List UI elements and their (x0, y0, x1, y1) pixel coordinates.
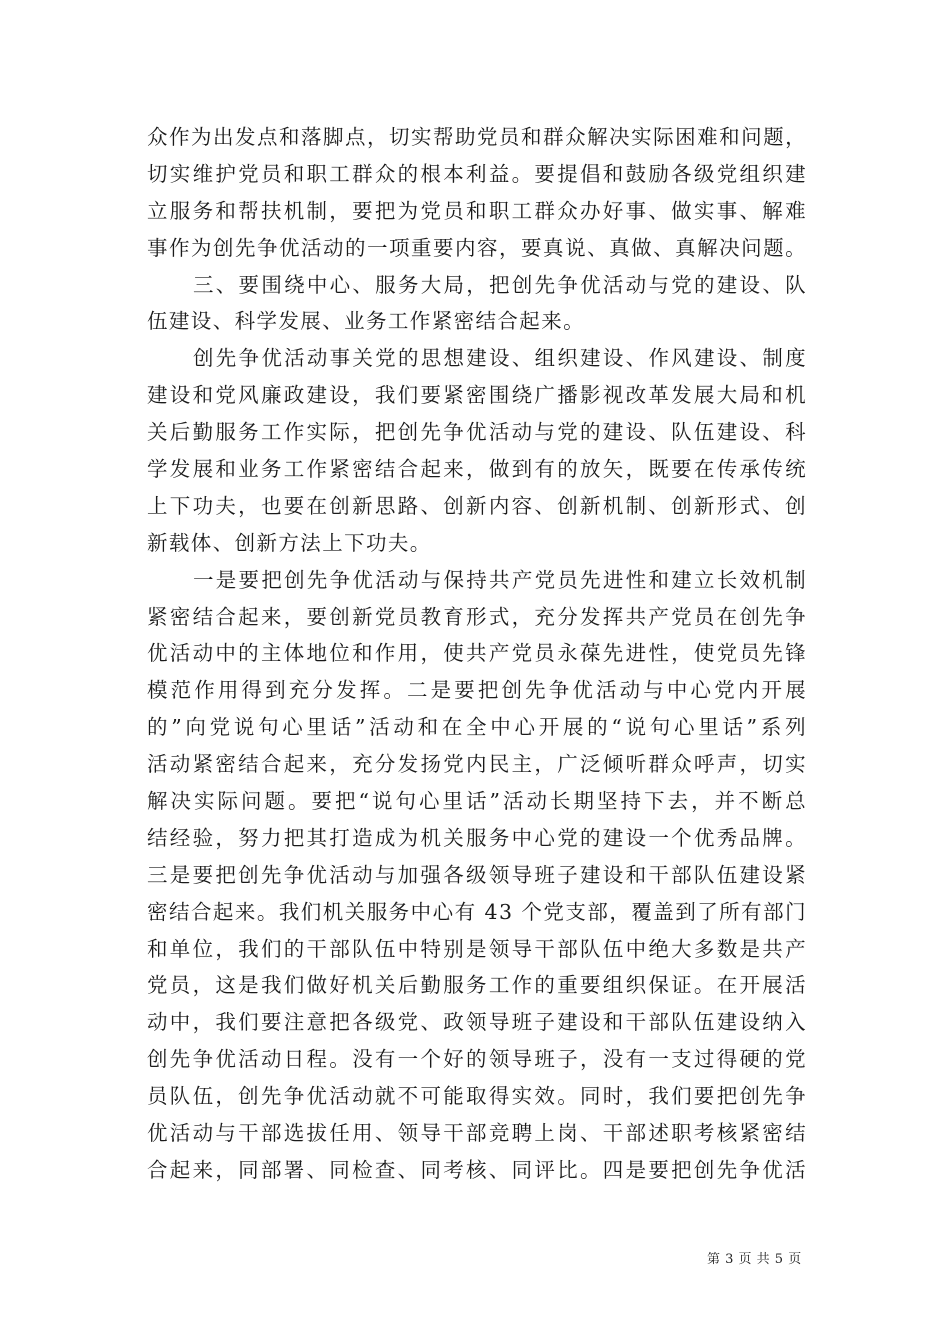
body-line: 上下功夫，也要在创新思路、创新内容、创新机制、创新形式、创 (147, 493, 807, 518)
body-line: 党员，这是我们做好机关后勤服务工作的重要组织保证。在开展活 (147, 973, 807, 998)
body-line: 的”向党说句心里话”活动和在全中心开展的“说句心里话”系列 (147, 715, 807, 740)
body-line: 建设和党风廉政建设，我们要紧密围绕广播影视改革发展大局和机 (147, 383, 807, 408)
body-line: 员队伍，创先争优活动就不可能取得实效。同时，我们要把创先争 (147, 1084, 807, 1109)
body-line: 切实维护党员和职工群众的根本利益。要提倡和鼓励各级党组织建 (147, 161, 807, 186)
body-line: 学发展和业务工作紧密结合起来，做到有的放矢，既要在传承传统 (147, 457, 807, 482)
body-line: 解决实际问题。要把“说句心里话”活动长期坚持下去，并不断总 (147, 789, 807, 814)
body-line: 合起来，同部署、同检查、同考核、同评比。四是要把创先争优活 (147, 1157, 807, 1182)
page-number-footer: 第 3 页 共 5 页 (707, 1252, 802, 1267)
body-line: 创先争优活动事关党的思想建设、组织建设、作风建设、制度 (193, 346, 807, 371)
body-line: 优活动与干部选拔任用、领导干部竞聘上岗、干部述职考核紧密结 (147, 1121, 807, 1146)
body-line: 众作为出发点和落脚点，切实帮助党员和群众解决实际困难和问题， (147, 125, 807, 149)
body-line: 事作为创先争优活动的一项重要内容，要真说、真做、真解决问题。 (147, 235, 807, 260)
body-line: 和单位，我们的干部队伍中特别是领导干部队伍中绝大多数是共产 (147, 936, 807, 961)
body-line: 结经验，努力把其打造成为机关服务中心党的建设一个优秀品牌。 (147, 825, 807, 850)
body-line: 三是要把创先争优活动与加强各级领导班子建设和干部队伍建设紧 (147, 862, 807, 887)
body-line: 活动紧密结合起来，充分发扬党内民主，广泛倾听群众呼声，切实 (147, 752, 807, 777)
body-line: 三、要围绕中心、服务大局，把创先争优活动与党的建设、队 (193, 272, 807, 297)
body-line: 优活动中的主体地位和作用，使共产党员永葆先进性，使党员先锋 (147, 641, 807, 666)
body-line: 一是要把创先争优活动与保持共产党员先进性和建立长效机制 (193, 567, 807, 592)
body-line: 新载体、创新方法上下功夫。 (147, 530, 432, 555)
body-line: 关后勤服务工作实际，把创先争优活动与党的建设、队伍建设、科 (147, 420, 807, 445)
body-line: 立服务和帮扶机制，要把为党员和职工群众办好事、做实事、解难 (147, 198, 807, 223)
body-line: 模范作用得到充分发挥。二是要把创先争优活动与中心党内开展 (147, 678, 807, 703)
body-line: 密结合起来。我们机关服务中心有 43 个党支部，覆盖到了所有部门 (147, 899, 807, 924)
document-body (147, 119, 807, 1189)
body-line: 动中，我们要注意把各级党、政领导班子建设和干部队伍建设纳入 (147, 1010, 807, 1035)
body-line: 创先争优活动日程。没有一个好的领导班子，没有一支过得硬的党 (147, 1047, 807, 1072)
body-line: 紧密结合起来，要创新党员教育形式，充分发挥共产党员在创先争 (147, 604, 807, 629)
body-line: 伍建设、科学发展、业务工作紧密结合起来。 (147, 309, 585, 334)
